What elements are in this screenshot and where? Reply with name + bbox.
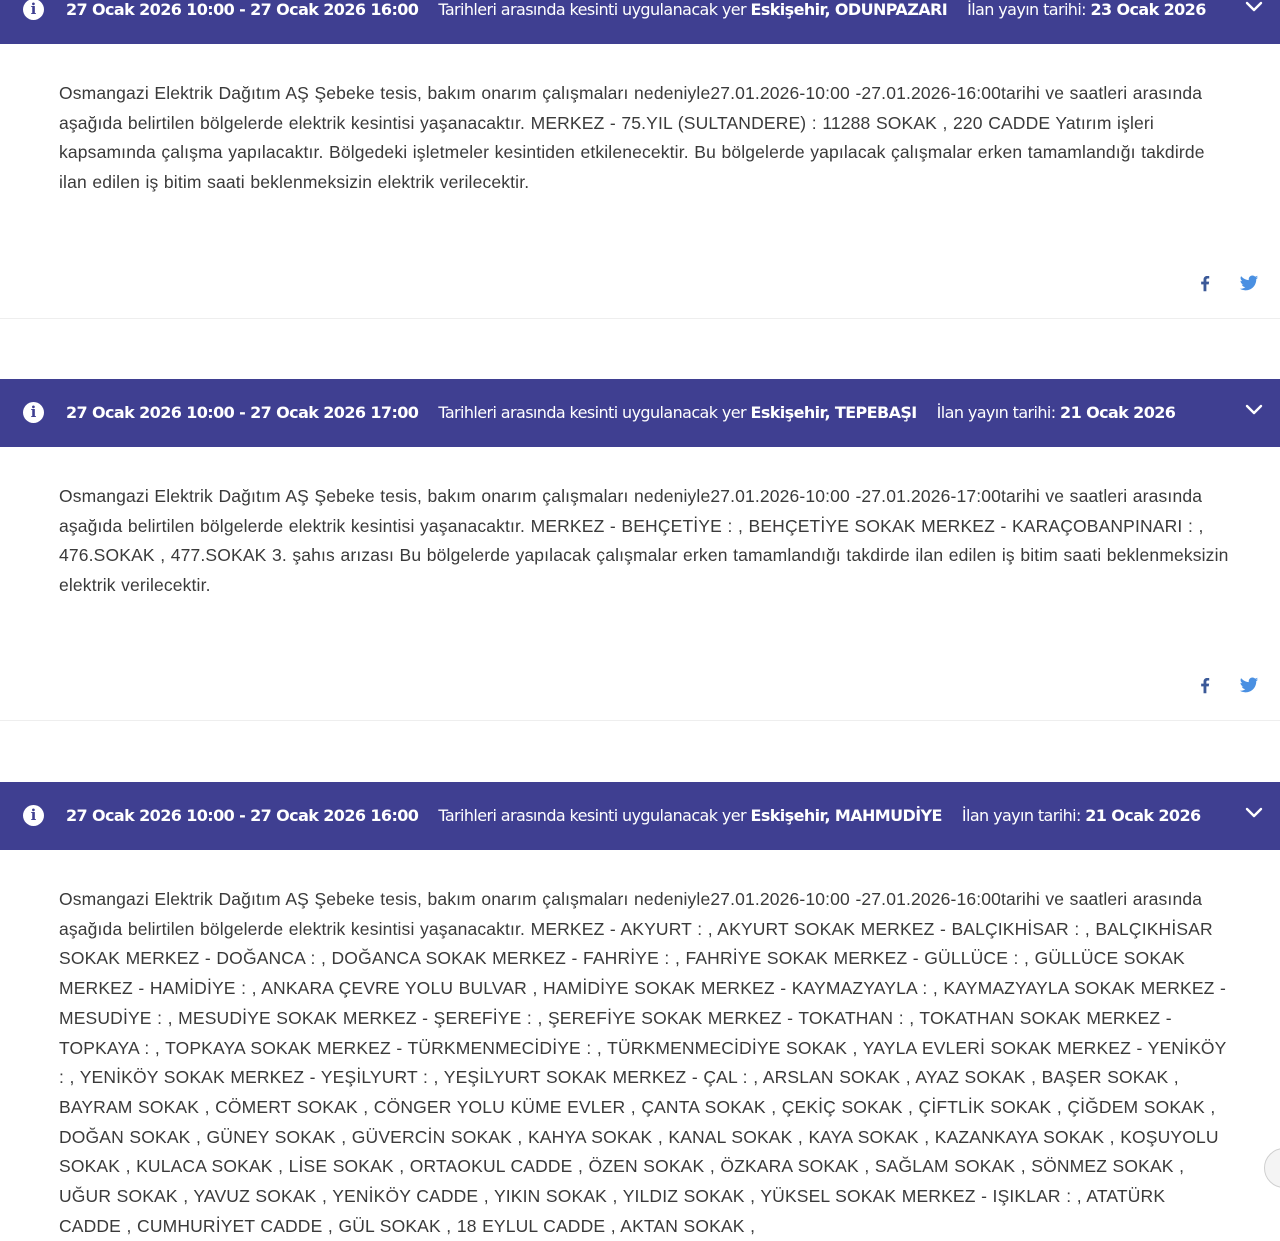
- notice-middle-text: Tarihleri arasında kesinti uygulanacak yer: [438, 403, 746, 422]
- notice-header[interactable]: [0, 0, 1280, 44]
- notice-middle-text: Tarihleri arasında kesinti uygulanacak yer: [438, 0, 746, 19]
- notice-location: Eskişehir, TEPEBAŞI: [750, 403, 917, 422]
- notice-header[interactable]: [0, 782, 1280, 850]
- info-icon: i: [23, 402, 44, 423]
- notice-card: [0, 0, 1280, 320]
- notice-body: Osmangazi Elektrik Dağıtım AŞ Şebeke tesis, bakım onarım çalışmaları nedeniyle27.01.2026-10:00 -27.01.2026-17:00tarihi ve saatleri arasında aşağıda belirtilen bölgelerde elektrik kesintisi yaşanacaktır. MERKEZ - BEHÇETİYE : , BEHÇETİYE SOKAK MERKEZ - KARAÇOBANPINARI : , 476.SOKAK , 477.SOKAK 3. şahıs arızası Bu bölgelerde yapılacak çalışmalar erken tamamlandığı takdirde ilan edilen iş bitim saati beklenmeksizin elektrik verilecektir.: [59, 486, 1229, 596]
- notice-header[interactable]: [0, 379, 1280, 447]
- chevron-down-icon[interactable]: [1244, 0, 1264, 14]
- divider: [0, 720, 1280, 721]
- twitter-icon[interactable]: [1238, 272, 1260, 294]
- notice-publish-date: 21 Ocak 2026: [1060, 403, 1176, 422]
- notice-middle-text: Tarihleri arasında kesinti uygulanacak yer: [438, 806, 746, 825]
- notice-header-text: [66, 806, 1201, 826]
- facebook-icon[interactable]: [1194, 674, 1216, 696]
- divider: [0, 318, 1280, 319]
- chevron-down-icon[interactable]: [1244, 806, 1264, 820]
- notice-dates: 27 Ocak 2026 10:00 - 27 Ocak 2026 16:00: [66, 806, 419, 825]
- twitter-icon[interactable]: [1238, 674, 1260, 696]
- notice-publish-label: İlan yayın tarihi:: [936, 403, 1056, 422]
- chevron-down-icon[interactable]: [1244, 403, 1264, 417]
- notice-card: [0, 379, 1280, 722]
- notice-body: Osmangazi Elektrik Dağıtım AŞ Şebeke tesis, bakım onarım çalışmaları nedeniyle27.01.2026-10:00 -27.01.2026-16:00tarihi ve saatleri arasında aşağıda belirtilen bölgelerde elektrik kesintisi yaşanacaktır. MERKEZ - AKYURT : , AKYURT SOKAK MERKEZ - BALÇIKHİSAR : , BALÇIKHİSAR SOKAK MERKEZ - DOĞANCA : , DOĞANCA SOKAK MERKEZ - FAHRİYE : , FAHRİYE SOKAK MERKEZ - GÜLLÜCE : , GÜLLÜCE SOKAK MERKEZ - HAMİDİYE : , ANKARA ÇEVRE YOLU BULVAR , HAMİDİYE SOKAK MERKEZ - KAYMAZYAYLA : , KAYMAZYAYLA SOKAK MERKEZ - MESUDİYE : , MESUDİYE SOKAK MERKEZ - ŞEREFİYE : , ŞEREFİYE SOKAK MERKEZ - TOKATHAN : , TOKATHAN SOKAK MERKEZ - TOPKAYA : , TOPKAYA SOKAK MERKEZ - TÜRKMENMECİDİYE : , TÜRKMENMECİDİYE SOKAK , YAYLA EVLERİ SOKAK MERKEZ - YENİKÖY : , YENİKÖY SOKAK MERKEZ - YEŞİLYURT : , YEŞİLYURT SOKAK MERKEZ - ÇAL : , ARSLAN SOKAK , AYAZ SOKAK , BAŞER SOKAK , BAYRAM SOKAK , CÖMERT SOKAK , CÖNGER YOLU KÜME EVLER , ÇANTA SOKAK , ÇEKİÇ SOKAK , ÇİFTLİK SOKAK , ÇİĞDEM SOKAK , DOĞAN SOKAK , GÜNEY SOKAK , GÜVERCİN SOKAK , KAHYA SOKAK , KANAL SOKAK , KAYA SOKAK , KAZANKAYA SOKAK , KOŞUYOLU SOKAK , KULACA SOKAK , LİSE SOKAK , ORTAOKUL CADDE , ÖZEN SOKAK , ÖZKARA SOKAK , SAĞLAM SOKAK , SÖNMEZ SOKAK , UĞUR SOKAK , YAVUZ SOKAK , YENİKÖY CADDE , YIKIN SOKAK , YILDIZ SOKAK , YÜKSEL SOKAK MERKEZ - IŞIKLAR : , ATATÜRK CADDE , CUMHURİYET CADDE , GÜL SOKAK , 18 EYLUL CADDE , AKTAN SOKAK ,: [59, 889, 1227, 1236]
- notice-card: [0, 782, 1280, 1236]
- notice-dates: 27 Ocak 2026 10:00 - 27 Ocak 2026 16:00: [66, 0, 419, 19]
- notice-publish-date: 21 Ocak 2026: [1085, 806, 1201, 825]
- notice-location: Eskişehir, MAHMUDİYE: [750, 806, 942, 825]
- facebook-icon[interactable]: [1194, 272, 1216, 294]
- info-icon: i: [23, 0, 44, 20]
- notice-body: Osmangazi Elektrik Dağıtım AŞ Şebeke tesis, bakım onarım çalışmaları nedeniyle27.01.2026-10:00 -27.01.2026-16:00tarihi ve saatleri arasında aşağıda belirtilen bölgelerde elektrik kesintisi yaşanacaktır. MERKEZ - 75.YIL (SULTANDERE) : 11288 SOKAK , 220 CADDE Yatırım işleri kapsamında çalışma yapılacaktır. Bölgedeki işletmeler kesintiden etkilenecektir. Bu bölgelerde yapılacak çalışmalar erken tamamlandığı takdirde ilan edilen iş bitim saati beklenmeksizin elektrik verilecektir.: [59, 83, 1205, 193]
- notice-header-text: [66, 0, 1206, 20]
- info-icon: i: [23, 805, 44, 826]
- notice-publish-date: 23 Ocak 2026: [1090, 0, 1206, 19]
- notice-publish-label: İlan yayın tarihi:: [967, 0, 1086, 19]
- notice-header-text: [66, 403, 1175, 423]
- notice-publish-label: İlan yayın tarihi:: [961, 806, 1081, 825]
- notice-dates: 27 Ocak 2026 10:00 - 27 Ocak 2026 17:00: [66, 403, 419, 422]
- notice-location: Eskişehir, ODUNPAZARI: [750, 0, 948, 19]
